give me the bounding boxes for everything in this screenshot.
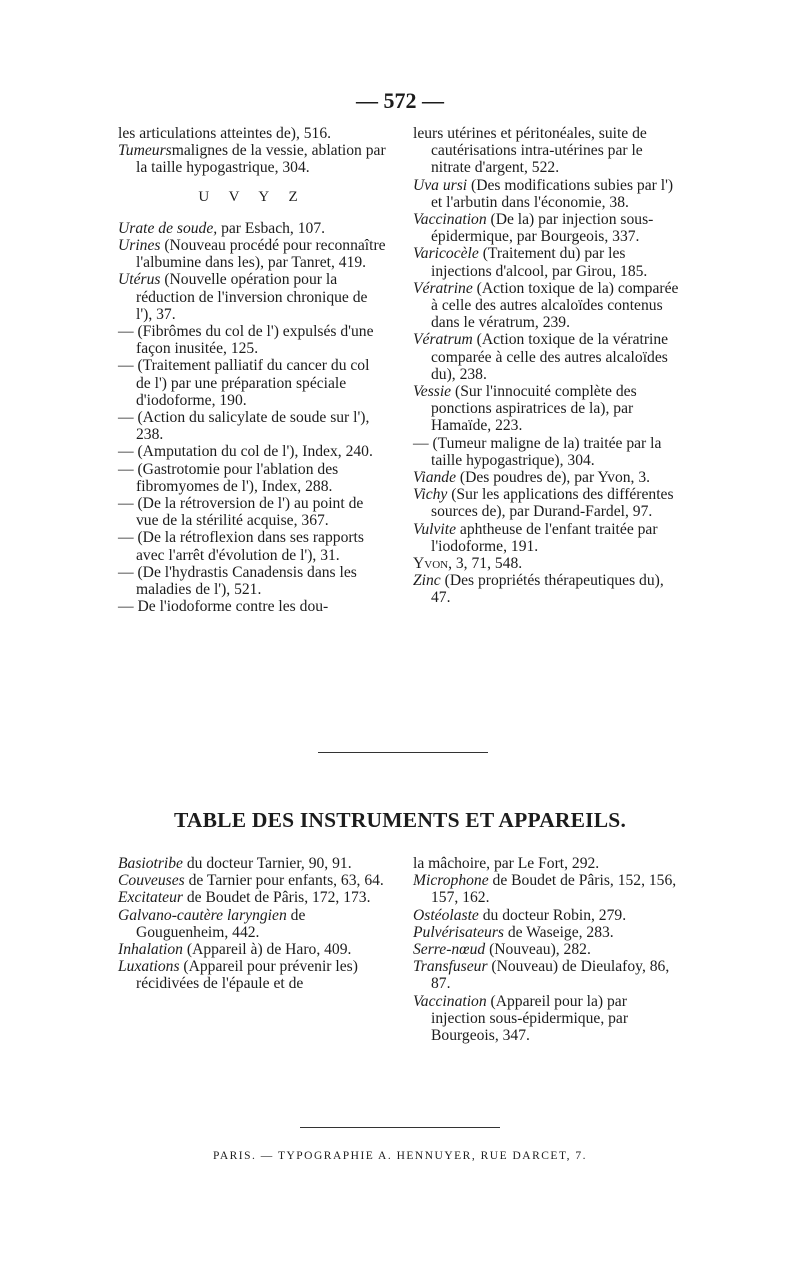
section-title: TABLE DES INSTRUMENTS ET APPAREILS.: [173, 808, 627, 832]
entry-text: de Gouguenheim, 442.: [136, 906, 306, 941]
entry-term: Urines: [118, 237, 161, 255]
entry-term: Varicocèle: [413, 245, 479, 263]
entry-term: Galvano-cautère laryngien: [118, 906, 287, 924]
index-entry: [413, 125, 681, 177]
entry-text: (Des modifications subies par l') et l'arbutin dans l'économie, 38.: [431, 176, 674, 211]
index-entry: [118, 237, 386, 271]
entry-term: Urate de soude,: [118, 219, 218, 237]
entry-text: du docteur Tarnier, 90, 91.: [182, 855, 352, 872]
entry-text: — De l'iodoforme contre les dou-: [118, 598, 329, 616]
entry-term: Vaccination: [413, 211, 487, 229]
entry-text: (Appareil pour la) par injection sous-épidermique, par Bourgeois, 347.: [431, 992, 629, 1045]
index-entry: [118, 443, 386, 460]
index-entry: [413, 993, 681, 1045]
index-entry: [413, 383, 681, 435]
index-entry: [413, 907, 681, 924]
entry-text: — (De la rétroversion de l') au point de vue de la stérilité acquise, 367.: [118, 495, 364, 530]
entry-text: (Appareil pour prévenir les) récidivées de l'épaule et de: [136, 958, 358, 993]
index-entry: [413, 435, 681, 469]
entry-text: (Traitement du) par les injections d'alcool, par Girou, 185.: [431, 245, 648, 280]
entry-text: (Nouveau), 282.: [485, 941, 591, 959]
entry-text: — (Fibrômes du col de l') expulsés d'une façon inusitée, 125.: [118, 323, 374, 358]
entry-text: leurs utérines et péritonéales, suite de cautérisations intra-utérines par le nitrate d'argent, 522.: [413, 125, 647, 177]
index-entry: [118, 271, 386, 323]
entry-term: Utérus: [118, 271, 161, 289]
entry-text: (Nouveau procédé pour reconnaître l'albumine dans les), par Tanret, 419.: [136, 237, 386, 272]
entry-text: par Esbach, 107.: [217, 219, 326, 237]
entry-term: Vératrum: [413, 331, 473, 349]
index-entry: [413, 941, 681, 958]
entry-text: de Tarnier pour enfants, 63, 64.: [184, 872, 384, 890]
entry-text: (Des propriétés thérapeutiques du), 47.: [431, 572, 664, 607]
entry-text: — (Gastrotomie pour l'ablation des fibromyomes de l'), Index, 288.: [118, 460, 339, 495]
index-entry: [413, 331, 681, 383]
entry-term: Viande: [413, 469, 457, 487]
entry-term: Couveuses: [118, 872, 185, 890]
entry-text: les articulations atteintes de), 516.: [118, 125, 332, 142]
index-entry: [118, 323, 386, 357]
index-entry: [118, 189, 386, 206]
instruments-column-left: [118, 855, 386, 993]
entry-text: (Sur les applications des différentes sources de), par Durand-Fardel, 97.: [431, 486, 674, 521]
entry-text: du docteur Robin, 279.: [478, 906, 627, 924]
entry-text: (De la) par injection sous-épidermique, par Bourgeois, 337.: [431, 211, 654, 246]
index-entry: [118, 495, 386, 529]
entry-term: Zinc: [413, 572, 441, 590]
entry-term: Uva ursi: [413, 176, 468, 194]
entry-term: Vessie: [413, 383, 452, 401]
index-entry: [118, 855, 386, 872]
index-entry: [118, 564, 386, 598]
entry-term: Excitateur: [118, 889, 183, 907]
entry-text: (Appareil à) de Haro, 409.: [182, 941, 352, 959]
entry-text: Yvon, 3, 71, 548.: [413, 555, 523, 573]
index-entry: [118, 142, 386, 176]
entry-term: Microphone: [413, 872, 489, 890]
index-entry: [413, 555, 681, 572]
index-entry: [118, 958, 386, 992]
entry-text: malignes de la vessie, ablation par la taille hypogastrique, 304.: [136, 142, 386, 177]
entry-text: (Nouveau) de Dieulafoy, 86, 87.: [431, 958, 670, 993]
index-column-left: [118, 125, 386, 615]
entry-term: Serre-nœud: [413, 941, 486, 959]
entry-text: (Action toxique de la) comparée à celle des autres alcaloïdes contenus dans le vératrum, 239.: [431, 279, 679, 332]
index-entry: [118, 220, 386, 237]
entry-text: — (Tumeur maligne de la) traitée par la taille hypogastrique), 304.: [413, 434, 662, 469]
index-entry: [413, 521, 681, 555]
entry-text: (Sur l'innocuité complète des ponctions aspiratrices de la), par Hamaïde, 223.: [431, 383, 637, 435]
index-entry: [413, 572, 681, 606]
index-entry: [118, 889, 386, 906]
index-entry: [413, 924, 681, 941]
entry-text: (Des poudres de), par Yvon, 3.: [456, 469, 651, 487]
entry-text: la mâchoire, par Le Fort, 292.: [413, 855, 600, 872]
entry-text: — (Action du salicylate de soude sur l'), 238.: [118, 409, 370, 444]
entry-term: Basiotribe: [118, 855, 183, 872]
entry-text: — (De l'hydrastis Canadensis dans les maladies de l'), 521.: [118, 563, 357, 599]
index-entry: [413, 872, 681, 906]
entry-term: Pulvérisateurs: [413, 923, 504, 941]
index-entry: [413, 177, 681, 211]
index-column-right: [413, 125, 681, 607]
entry-text: de Boudet de Pâris, 152, 156, 157, 162.: [431, 872, 677, 907]
printer-imprint: PARIS. — TYPOGRAPHIE A. HENNUYER, RUE DARCET, 7.: [212, 1150, 587, 1162]
index-entry: [118, 529, 386, 563]
entry-term: Vichy: [413, 486, 448, 504]
entry-term: Vulvite: [413, 520, 457, 538]
entry-term: Vaccination: [413, 992, 487, 1010]
entry-text: aphtheuse de l'enfant traitée par l'iodoforme, 191.: [431, 520, 658, 555]
index-entry: [413, 280, 681, 332]
entry-term: Luxations: [118, 958, 180, 976]
entry-text: de Boudet de Pâris, 172, 173.: [182, 889, 371, 907]
entry-term: Inhalation: [118, 941, 183, 959]
index-entry: [413, 486, 681, 520]
entry-text: de Waseige, 283.: [503, 923, 614, 941]
section-divider: [318, 752, 488, 753]
index-entry: [118, 461, 386, 495]
entry-term: Tumeurs: [118, 142, 172, 160]
index-entry: [413, 855, 681, 872]
entry-text: — (De la rétroflexion dans ses rapports avec l'arrêt d'évolution de l'), 31.: [118, 529, 364, 564]
index-entry: [413, 958, 681, 992]
entry-text: U V Y Z: [198, 188, 306, 205]
index-entry: [118, 125, 386, 142]
footer-divider: [300, 1127, 500, 1128]
index-entry: [118, 357, 386, 409]
index-entry: [118, 907, 386, 941]
entry-term: Transfuseur: [413, 958, 488, 976]
index-entry: [413, 211, 681, 245]
instruments-column-right: [413, 855, 681, 1044]
entry-text: (Action toxique de la vératrine comparée à celle des autres alcaloïdes du), 238.: [431, 331, 669, 383]
entry-text: — (Amputation du col de l'), Index, 240.: [118, 443, 373, 461]
page-number: — 572 —: [356, 88, 444, 113]
index-entry: [413, 245, 681, 279]
entry-term: Vératrine: [413, 279, 473, 297]
index-entry: [118, 598, 386, 615]
entry-text: (Nouvelle opération pour la réduction de l'inversion chronique de l'), 37.: [136, 271, 368, 323]
index-entry: [118, 941, 386, 958]
entry-text: — (Traitement palliatif du cancer du col de l') par une préparation spéciale d'iodoforme, 190.: [118, 357, 370, 409]
index-entry: [413, 469, 681, 486]
index-entry: [118, 409, 386, 443]
index-entry: [118, 872, 386, 889]
entry-term: Ostéolaste: [413, 906, 479, 924]
